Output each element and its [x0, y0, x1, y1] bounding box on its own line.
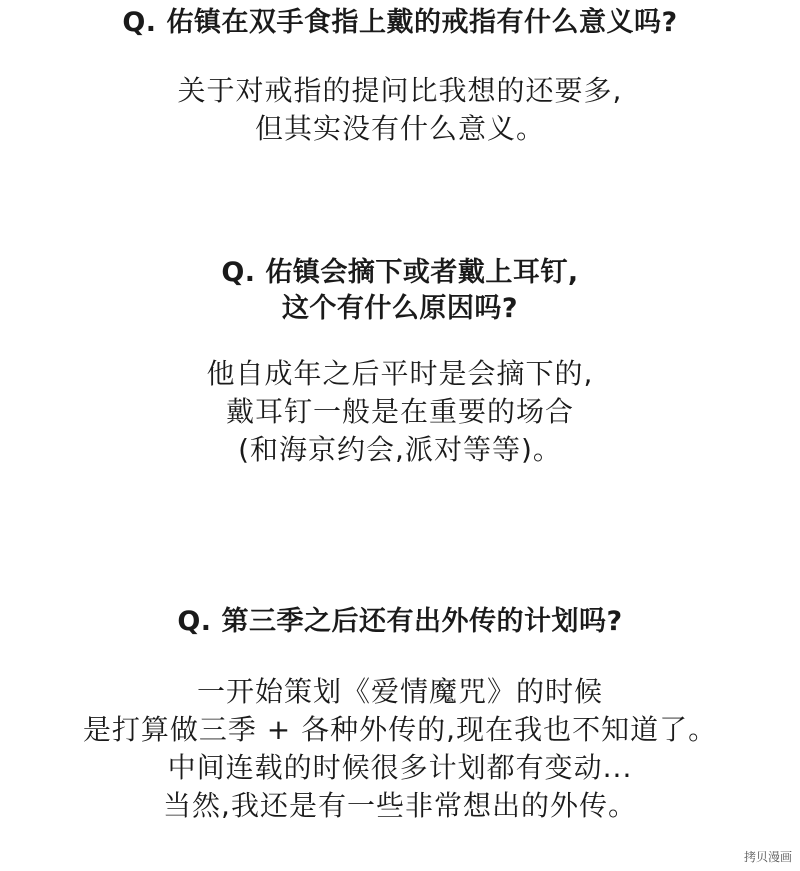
answer-3-line-2: 是打算做三季 + 各种外传的,现在我也不知道了。 [82, 713, 718, 746]
answer-1-line-2: 但其实没有什么意义。 [254, 112, 545, 145]
answer-1 [0, 72, 800, 148]
answer-2-line-2: 戴耳钉一般是在重要的场合 [225, 395, 574, 428]
answer-1-line-1: 关于对戒指的提问比我想的还要多, [177, 74, 623, 107]
answer-3-line-4: 当然,我还是有一些非常想出的外传。 [163, 789, 637, 822]
answer-2-line-1: 他自成年之后平时是会摘下的, [206, 357, 594, 390]
question-1 [0, 5, 800, 41]
question-2 [0, 255, 800, 327]
question-3-line-1: Q. 第三季之后还有出外传的计划吗? [177, 606, 623, 637]
answer-3-line-1: 一开始策划《爱情魔咒》的时候 [196, 675, 603, 708]
question-1-line-1: Q. 佑镇在双手食指上戴的戒指有什么意义吗? [122, 7, 678, 38]
answer-3-line-3: 中间连载的时候很多计划都有变动... [167, 751, 633, 784]
watermark-text: 拷贝漫画 [743, 850, 792, 864]
answer-2 [0, 355, 800, 469]
question-3 [0, 604, 800, 640]
answer-3 [0, 673, 800, 825]
answer-2-line-3: (和海京约会,派对等等)。 [238, 433, 562, 466]
question-2-line-1: Q. 佑镇会摘下或者戴上耳钉, [221, 257, 579, 288]
question-2-line-2: 这个有什么原因吗? [281, 293, 519, 324]
